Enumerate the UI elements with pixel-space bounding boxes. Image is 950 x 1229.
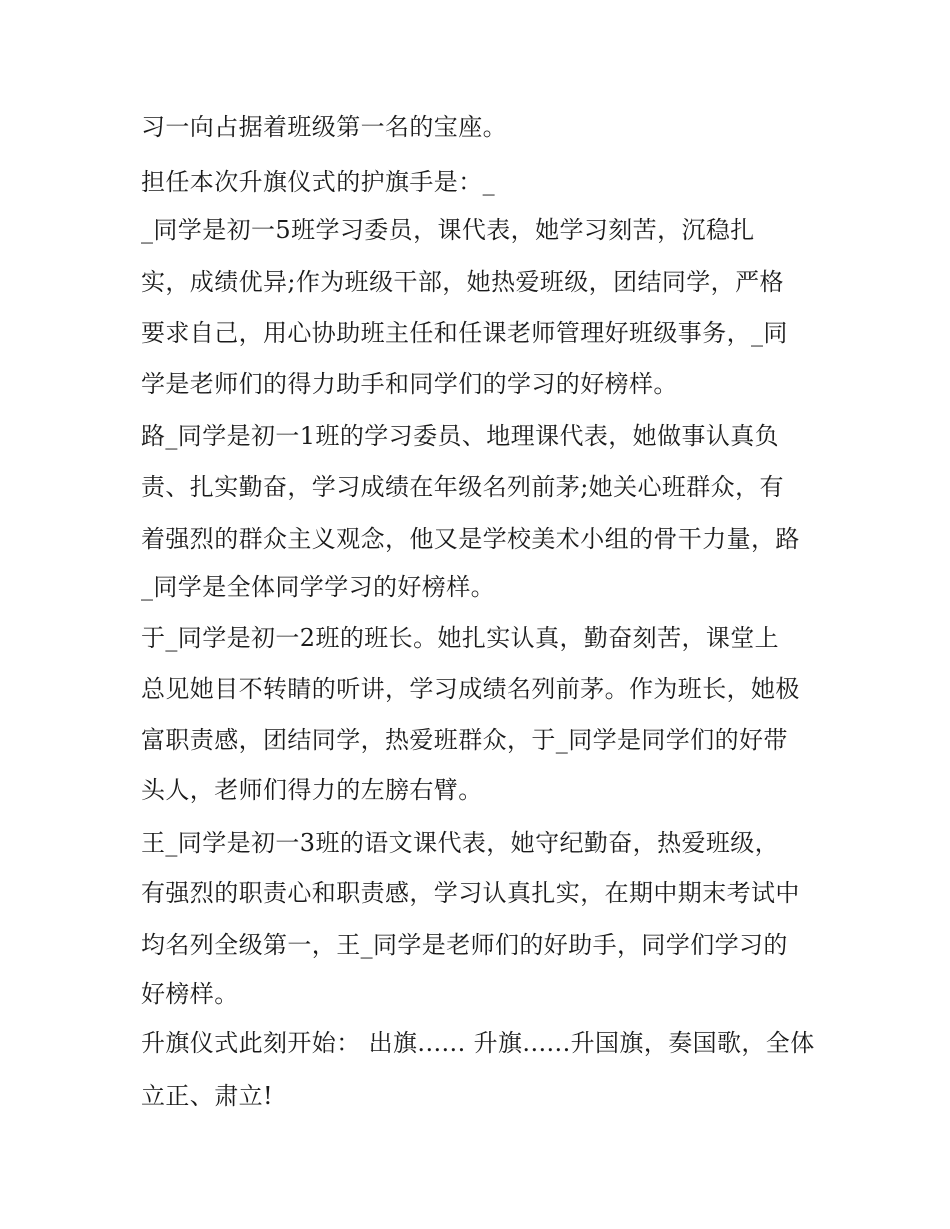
text-line: _同学是初一5班学习委员，课代表，她学习刻苦，沉稳扎 — [141, 216, 755, 244]
text-line: 立正、肃立! — [141, 1082, 274, 1110]
text-line: 均名列全级第一，王_同学是老师们的好助手，同学们学习的 — [141, 931, 788, 959]
text-line: 路_同学是初一1班的学习委员、地理课代表，她做事认真负 — [141, 422, 780, 450]
text-line: 富职责感，团结同学，热爱班群众，于_同学是同学们的好带 — [141, 726, 788, 754]
text-line: _同学是全体同学学习的好榜样。 — [141, 573, 495, 601]
text-line: 好榜样。 — [141, 980, 239, 1008]
text-line: 着强烈的群众主义观念，他又是学校美术小组的骨干力量，路 — [141, 525, 800, 553]
text-line: 习一向占据着班级第一名的宝座。 — [141, 113, 507, 141]
text-line: 头人，老师们得力的左膀右臂。 — [141, 776, 483, 804]
text-line: 学是老师们的得力助手和同学们的学习的好榜样。 — [141, 370, 678, 398]
text-line: 有强烈的职责心和职责感，学习认真扎实，在期中期末考试中 — [141, 879, 800, 907]
text-line: 王_同学是初一3班的语文课代表，她守纪勤奋，热爱班级， — [141, 829, 780, 857]
text-line: 于_同学是初一2班的班长。她扎实认真，勤奋刻苦，课堂上 — [141, 624, 780, 652]
text-line: 总见她目不转睛的听讲，学习成绩名列前茅。作为班长，她极 — [141, 675, 800, 703]
text-line: 担任本次升旗仪式的护旗手是：_ — [141, 168, 495, 196]
text-line: 实，成绩优异;作为班级干部，她热爱班级，团结同学，严格 — [141, 268, 784, 296]
text-line: 升旗仪式此刻开始： 出旗...... 升旗......升国旗，奏国歌，全体 — [141, 1029, 815, 1057]
text-line: 要求自己，用心协助班主任和任课老师管理好班级事务，_同 — [141, 319, 788, 347]
text-line: 责、扎实勤奋，学习成绩在年级名列前茅;她关心班群众，有 — [141, 473, 784, 501]
